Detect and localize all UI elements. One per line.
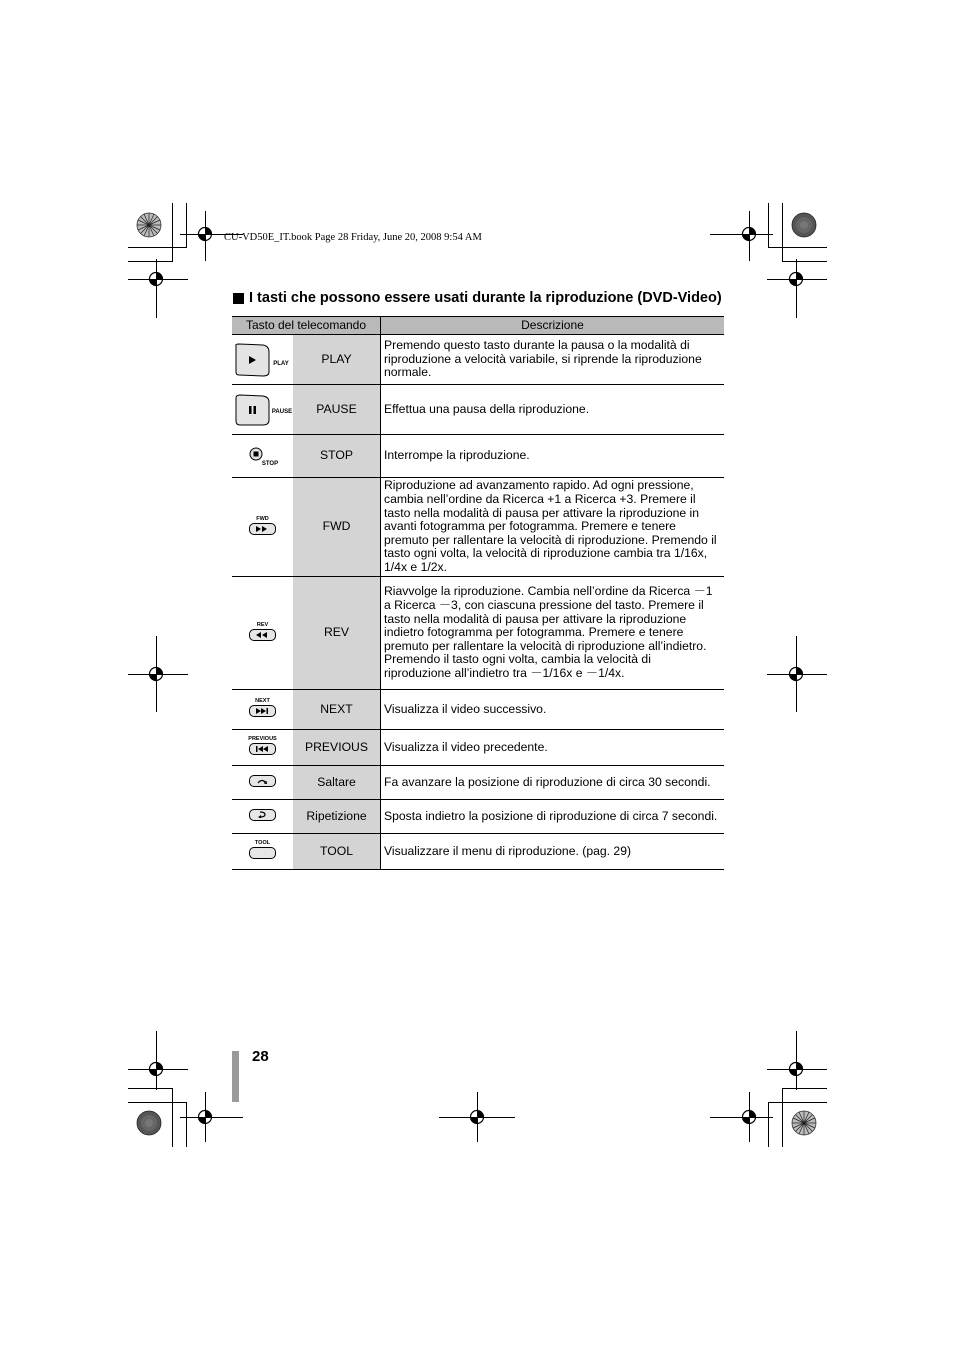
- key-name: STOP: [293, 435, 381, 478]
- play-icon-label: PLAY: [272, 360, 289, 367]
- tool-pill: [249, 847, 276, 859]
- table-row: [232, 690, 724, 730]
- registration-target-icon: [195, 224, 215, 244]
- key-description: Effettua una pausa della riproduzione.: [381, 385, 725, 435]
- play-button-icon: [232, 335, 293, 385]
- page-side-bar: [232, 1051, 239, 1102]
- table-row: [232, 766, 724, 800]
- table-row: [232, 335, 724, 385]
- key-description: Riproduzione ad avanzamento rapido. Ad ogni pressione, cambia nell’ordine da Ricerca +1 a Ricerca +3. Premere il tasto nella modalità di pausa per attivare la riproduzione in avanti fotogramma per fotogramma. Premere e tenere premuto per rallentare la velocità di riproduzione. Premendo il tasto ogni volta, la velocità di riproduzione cambia tra 1/16x, 1/4x e 1/2x.: [381, 478, 725, 577]
- registration-target-icon: [739, 1107, 759, 1127]
- key-description: Visualizza il video precedente.: [381, 730, 725, 766]
- rev-button-icon: [232, 577, 293, 690]
- registration-target-icon: [739, 224, 759, 244]
- next-button-icon: [232, 690, 293, 730]
- rev-icon-label: REV: [256, 621, 269, 628]
- key-description: Interrompe la riproduzione.: [381, 435, 725, 478]
- print-header-line: CU-VD50E_IT.book Page 28 Friday, June 20, 2008 9:54 AM: [224, 232, 482, 243]
- column-header-description: Descrizione: [381, 317, 725, 335]
- registration-target-icon: [146, 664, 166, 684]
- next-pill: [249, 705, 276, 717]
- fwd-button-icon: [232, 478, 293, 577]
- table-row: [232, 730, 724, 766]
- key-name: Ripetizione: [293, 800, 381, 834]
- table-header-row: [232, 317, 724, 335]
- key-description: Premendo questo tasto durante la pausa o la modalità di riproduzione a velocità variabile, si riprende la riproduzione normale.: [381, 335, 725, 385]
- stop-icon-label: STOP: [261, 461, 278, 467]
- registration-target-icon: [195, 1107, 215, 1127]
- skip-button-icon: [232, 766, 293, 800]
- previous-button-icon: [232, 730, 293, 766]
- color-bar-seal-icon: [791, 1110, 817, 1136]
- table-row: [232, 478, 724, 577]
- table-row: [232, 834, 724, 870]
- registration-target-icon: [786, 269, 806, 289]
- fwd-pill: [249, 523, 276, 535]
- registration-target-icon: [146, 1059, 166, 1079]
- rev-pill: [249, 629, 276, 641]
- column-header-key: Tasto del telecomando: [232, 317, 381, 335]
- next-icon-label: NEXT: [255, 698, 270, 705]
- key-name: PLAY: [293, 335, 381, 385]
- key-name: PAUSE: [293, 385, 381, 435]
- key-name: PREVIOUS: [293, 730, 381, 766]
- page-number: 28: [252, 1048, 269, 1065]
- square-bullet-icon: [233, 293, 244, 304]
- section-title: [233, 290, 722, 306]
- table-row: [232, 577, 724, 690]
- remote-keys-table: [232, 316, 724, 870]
- pause-button-icon: [232, 385, 293, 435]
- pause-icon-label: PAUSE: [271, 408, 292, 415]
- skip-pill: [249, 775, 276, 787]
- key-name: REV: [293, 577, 381, 690]
- key-name: FWD: [293, 478, 381, 577]
- registration-target-icon: [146, 269, 166, 289]
- color-bar-seal-icon: [791, 212, 817, 238]
- key-name: Saltare: [293, 766, 381, 800]
- tool-button-icon: [232, 834, 293, 870]
- color-bar-seal-icon: [136, 212, 162, 238]
- key-description: Riavvolge la riproduzione. Cambia nell’ordine da Ricerca －1 a Ricerca －3, con ciascuna pressione del tasto. Premere il tasto nella modalità di pausa per attivare la riproduzione indietro fotogramma per fotogramma. Premere e tenere premuto per rallentare la velocità di riproduzione all’indietro. Premendo il tasto ogni volta, cambia la velocità di riproduzione all’indietro tra －1/16x e －1/4x.: [381, 577, 725, 690]
- key-name: TOOL: [293, 834, 381, 870]
- previous-pill: [249, 743, 276, 755]
- registration-target-icon: [467, 1107, 487, 1127]
- key-name: NEXT: [293, 690, 381, 730]
- table-row: [232, 435, 724, 478]
- key-description: Visualizzare il menu di riproduzione. (pag. 29): [381, 834, 725, 870]
- replay-button-icon: [232, 800, 293, 834]
- replay-pill: [249, 809, 276, 821]
- key-description: Sposta indietro la posizione di riproduzione di circa 7 secondi.: [381, 800, 725, 834]
- stop-button-icon: [232, 435, 293, 478]
- color-bar-seal-icon: [136, 1110, 162, 1136]
- previous-icon-label: PREVIOUS: [248, 736, 277, 743]
- registration-target-icon: [786, 664, 806, 684]
- fwd-icon-label: FWD: [256, 515, 269, 522]
- table-row: [232, 385, 724, 435]
- key-description: Fa avanzare la posizione di riproduzione di circa 30 secondi.: [381, 766, 725, 800]
- registration-target-icon: [786, 1059, 806, 1079]
- table-row: [232, 800, 724, 834]
- tool-icon-label: TOOL: [254, 840, 271, 847]
- key-description: Visualizza il video successivo.: [381, 690, 725, 730]
- section-title-text: I tasti che possono essere usati durante la riproduzione (DVD-Video): [249, 290, 722, 306]
